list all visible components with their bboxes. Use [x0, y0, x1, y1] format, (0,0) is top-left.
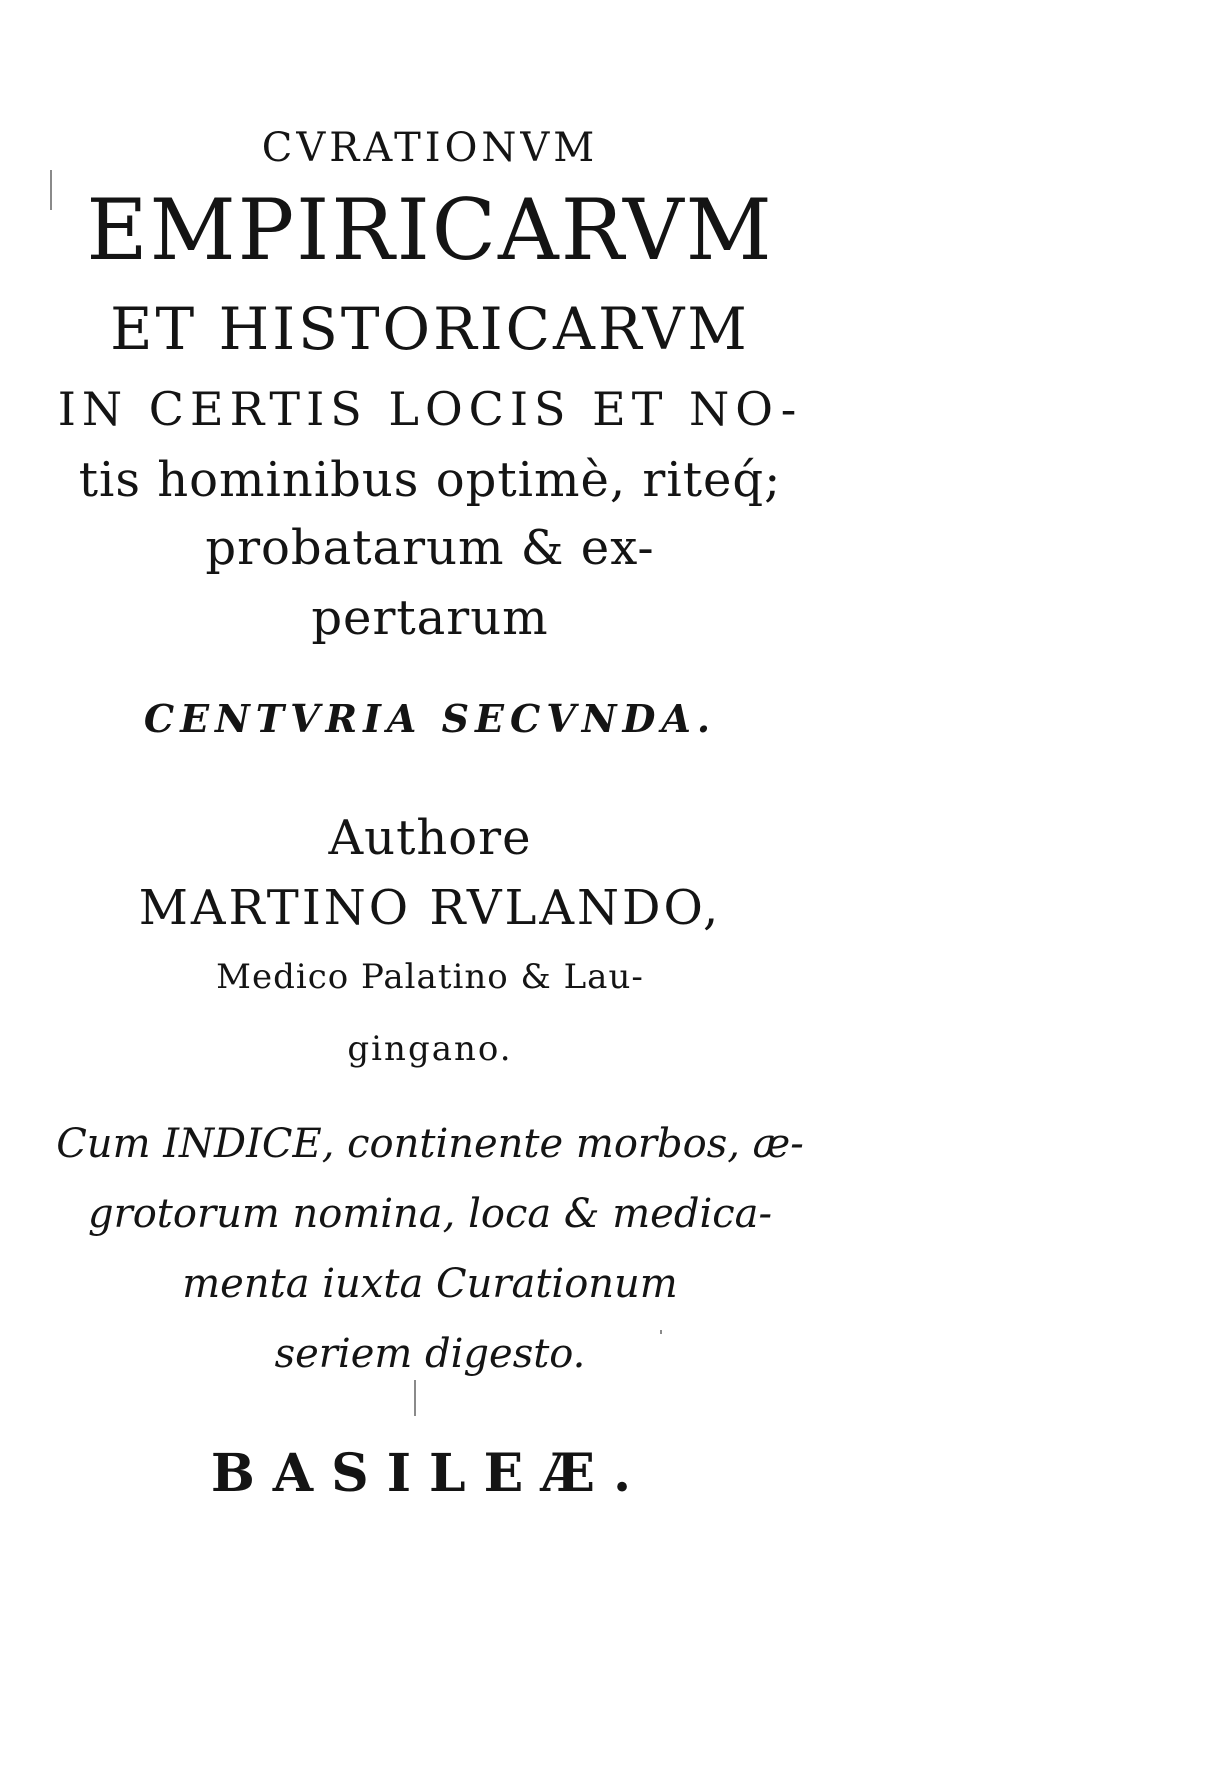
title-line-empiricarum: EMPIRICARVM	[86, 181, 774, 279]
index-note-line-4: seriem digesto.	[274, 1331, 586, 1377]
centuria-heading: CENTVRIA SECVNDA.	[143, 696, 717, 741]
author-label: Authore	[328, 810, 532, 866]
index-note-line-2: grotorum nomina, loca & medica-	[87, 1191, 773, 1237]
scan-speck	[414, 1380, 416, 1416]
imprint-place: BASILEÆ.	[210, 1443, 650, 1504]
title-line-curationum: CVRATIONVM	[261, 125, 599, 171]
title-line-incertis: IN CERTIS LOCIS ET NO-	[57, 382, 803, 436]
title-line-historicarum: ET HISTORICARVM	[110, 295, 750, 363]
author-name: MARTINO RVLANDO,	[138, 880, 722, 936]
title-line-expertarum: pertarum	[311, 590, 549, 646]
scan-speck	[50, 170, 52, 210]
author-title-line-2: gingano.	[347, 1029, 513, 1069]
title-line-probatarum: probatarum & ex-	[205, 520, 655, 576]
index-note-line-1: Cum INDICE, continente morbos, æ-	[56, 1121, 804, 1167]
title-line-tishominibus: tis hominibus optimè, riteq́;	[78, 452, 782, 508]
author-title-line-1: Medico Palatino & Lau-	[216, 957, 644, 997]
scan-speck	[660, 1330, 662, 1334]
index-note-line-3: menta iuxta Curationum	[182, 1261, 678, 1307]
